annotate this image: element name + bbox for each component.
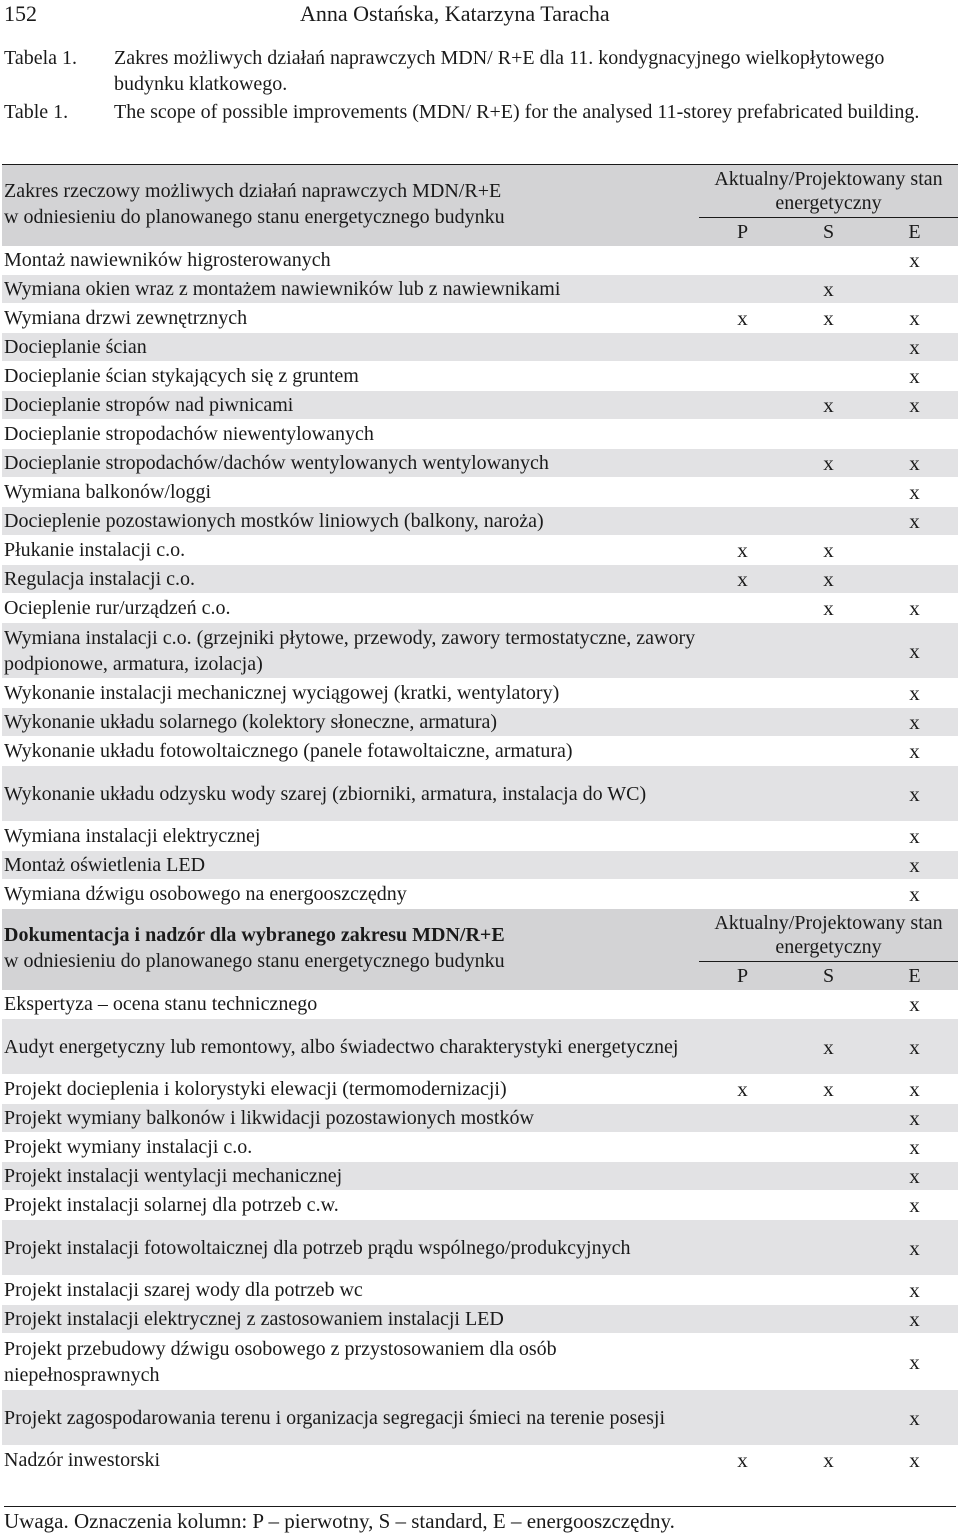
row-mark-s xyxy=(786,679,871,708)
row-mark-e xyxy=(871,420,958,449)
table-row xyxy=(2,1104,958,1133)
row-mark-s xyxy=(786,246,871,275)
row-mark-s: x xyxy=(786,536,871,565)
row-mark-s: x xyxy=(786,391,871,420)
row-mark-e: x xyxy=(871,1162,958,1191)
row-mark-s: x xyxy=(786,1075,871,1104)
section1-state-header: Aktualny/Projektowany stan energetyczny xyxy=(699,165,958,218)
row-mark-p xyxy=(699,708,786,737)
row-label: Projekt instalacji wentylacji mechanicznej xyxy=(2,1162,699,1191)
table-row xyxy=(2,990,958,1019)
row-label: Projekt zagospodarowania terenu i organizacja segregacji śmieci na terenie posesji xyxy=(2,1390,699,1446)
row-mark-p xyxy=(699,623,786,679)
row-mark-p xyxy=(699,362,786,391)
section2-header-group xyxy=(2,909,958,991)
row-mark-p xyxy=(699,391,786,420)
row-mark-s: x xyxy=(786,1019,871,1075)
row-mark-s: x xyxy=(786,449,871,478)
row-mark-s xyxy=(786,737,871,766)
section1-col-s: S xyxy=(786,218,871,247)
row-label: Docieplanie stropodachów niewentylowanych xyxy=(2,420,699,449)
row-mark-e: x xyxy=(871,1276,958,1305)
row-mark-p xyxy=(699,1133,786,1162)
row-mark-p xyxy=(699,333,786,362)
row-mark-p xyxy=(699,1220,786,1276)
row-mark-e: x xyxy=(871,880,958,909)
row-mark-s: x xyxy=(786,304,871,333)
row-label: Montaż oświetlenia LED xyxy=(2,851,699,880)
table-row xyxy=(2,679,958,708)
row-mark-e: x xyxy=(871,449,958,478)
table-row xyxy=(2,594,958,623)
caption-english-label: Table 1. xyxy=(4,101,69,123)
row-mark-e: x xyxy=(871,1220,958,1276)
row-mark-s: x xyxy=(786,275,871,304)
row-mark-e: x xyxy=(871,1334,958,1390)
row-label: Płukanie instalacji c.o. xyxy=(2,536,699,565)
row-mark-s xyxy=(786,333,871,362)
row-mark-e: x xyxy=(871,851,958,880)
section2-col-p: P xyxy=(699,962,786,991)
row-mark-p xyxy=(699,1104,786,1133)
row-label: Docieplenie pozostawionych mostków liniowych (balkony, naroża) xyxy=(2,507,699,536)
table-note: Uwaga. Oznaczenia kolumn: P – pierwotny, S – standard, E – energooszczędny. xyxy=(4,1506,956,1535)
row-mark-e: x xyxy=(871,1305,958,1334)
row-label: Docieplanie stropów nad piwnicami xyxy=(2,391,699,420)
row-mark-e: x xyxy=(871,623,958,679)
improvements-table xyxy=(2,164,958,1475)
row-mark-s xyxy=(786,1133,871,1162)
table-row xyxy=(2,1390,958,1446)
table-row xyxy=(2,822,958,851)
row-label: Projekt instalacji elektrycznej z zastosowaniem instalacji LED xyxy=(2,1305,699,1334)
table-row xyxy=(2,333,958,362)
row-label: Wykonanie instalacji mechanicznej wyciągowej (kratki, wentylatory) xyxy=(2,679,699,708)
row-mark-p xyxy=(699,1334,786,1390)
row-mark-s xyxy=(786,1191,871,1220)
row-mark-p xyxy=(699,507,786,536)
row-mark-e: x xyxy=(871,1446,958,1475)
row-mark-p xyxy=(699,737,786,766)
section1-header xyxy=(2,165,958,218)
row-mark-s xyxy=(786,1390,871,1446)
section2-title-line1: Dokumentacja i nadzór dla wybranego zakresu MDN/R+E xyxy=(4,923,505,946)
table-row xyxy=(2,420,958,449)
row-mark-e xyxy=(871,536,958,565)
row-mark-p xyxy=(699,1019,786,1075)
table-row xyxy=(2,449,958,478)
table-row xyxy=(2,623,958,679)
row-label: Wykonanie układu odzysku wody szarej (zbiorniki, armatura, instalacja do WC) xyxy=(2,766,699,822)
row-mark-e: x xyxy=(871,1390,958,1446)
row-label: Audyt energetyczny lub remontowy, albo świadectwo charakterystyki energetycznej xyxy=(2,1019,699,1075)
row-mark-s xyxy=(786,1334,871,1390)
authors: Anna Ostańska, Katarzyna Taracha xyxy=(300,1,610,26)
row-mark-p xyxy=(699,1305,786,1334)
section1-col-e: E xyxy=(871,218,958,247)
row-mark-p: x xyxy=(699,1446,786,1475)
table-row xyxy=(2,536,958,565)
caption-polish-label: Tabela 1. xyxy=(4,47,78,69)
section1-title-line2: w odniesieniu do planowanego stanu energetycznego budynku xyxy=(4,205,505,228)
table-row xyxy=(2,1446,958,1475)
row-mark-e: x xyxy=(871,594,958,623)
row-mark-p xyxy=(699,246,786,275)
row-label: Projekt instalacji szarej wody dla potrzeb wc xyxy=(2,1276,699,1305)
table-row xyxy=(2,880,958,909)
row-mark-s: x xyxy=(786,594,871,623)
row-label: Wymiana balkonów/loggi xyxy=(2,478,699,507)
row-mark-p xyxy=(699,420,786,449)
table-row xyxy=(2,1019,958,1075)
row-mark-e: x xyxy=(871,1191,958,1220)
row-mark-e: x xyxy=(871,1133,958,1162)
caption-english-text: The scope of possible improvements (MDN/ R+E) for the analysed 11-storey prefabricated building. xyxy=(114,101,920,123)
row-label: Wykonanie układu solarnego (kolektory słoneczne, armatura) xyxy=(2,708,699,737)
section1-rows xyxy=(2,246,958,909)
row-mark-e: x xyxy=(871,822,958,851)
row-label: Docieplanie ścian stykających się z gruntem xyxy=(2,362,699,391)
row-label: Nadzór inwestorski xyxy=(2,1446,699,1475)
row-mark-e: x xyxy=(871,1075,958,1104)
table-row xyxy=(2,246,958,275)
row-mark-s xyxy=(786,1276,871,1305)
running-head xyxy=(0,0,960,30)
table-row xyxy=(2,507,958,536)
row-label: Wymiana okien wraz z montażem nawiewników lub z nawiewnikami xyxy=(2,275,699,304)
row-label: Wymiana dźwigu osobowego na energooszczędny xyxy=(2,880,699,909)
row-label: Projekt instalacji solarnej dla potrzeb c.w. xyxy=(2,1191,699,1220)
caption-polish-text: Zakres możliwych działań naprawczych MDN/ R+E dla 11. kondygnacyjnego wielkopłytowego budynku klatkowego. xyxy=(114,47,885,95)
table-row xyxy=(2,1133,958,1162)
table-row xyxy=(2,708,958,737)
row-mark-p: x xyxy=(699,565,786,594)
row-label: Projekt instalacji fotowoltaicznej dla potrzeb prądu wspólnego/produkcyjnych xyxy=(2,1220,699,1276)
row-mark-p xyxy=(699,275,786,304)
table-row xyxy=(2,565,958,594)
row-mark-s xyxy=(786,766,871,822)
section2-title xyxy=(2,909,699,991)
row-mark-p xyxy=(699,1191,786,1220)
row-label: Projekt przebudowy dźwigu osobowego z przystosowaniem dla osób niepełnosprawnych xyxy=(2,1334,699,1390)
row-mark-e: x xyxy=(871,679,958,708)
row-mark-e: x xyxy=(871,478,958,507)
table-body xyxy=(2,165,958,247)
row-mark-e: x xyxy=(871,990,958,1019)
row-mark-s xyxy=(786,1305,871,1334)
row-mark-s xyxy=(786,507,871,536)
section2-state-header: Aktualny/Projektowany stan energetyczny xyxy=(699,909,958,962)
table-row xyxy=(2,1334,958,1390)
row-mark-p xyxy=(699,1276,786,1305)
section2-col-s: S xyxy=(786,962,871,991)
row-mark-p xyxy=(699,822,786,851)
row-label: Regulacja instalacji c.o. xyxy=(2,565,699,594)
row-mark-e: x xyxy=(871,1019,958,1075)
row-mark-s xyxy=(786,1162,871,1191)
row-mark-s xyxy=(786,420,871,449)
row-label: Ocieplenie rur/urządzeń c.o. xyxy=(2,594,699,623)
row-label: Wymiana instalacji c.o. (grzejniki płytowe, przewody, zawory termostatyczne, zawory podpionowe, armatura, izolacja) xyxy=(2,623,699,679)
table-row xyxy=(2,362,958,391)
row-label: Ekspertyza – ocena stanu technicznego xyxy=(2,990,699,1019)
row-mark-p xyxy=(699,1162,786,1191)
caption-polish xyxy=(4,45,956,97)
page-number: 152 xyxy=(4,1,37,26)
caption-english xyxy=(4,99,956,151)
table-row xyxy=(2,275,958,304)
section2-title-line2: w odniesieniu do planowanego stanu energetycznego budynku xyxy=(4,949,505,972)
row-label: Projekt wymiany instalacji c.o. xyxy=(2,1133,699,1162)
row-mark-p: x xyxy=(699,1075,786,1104)
row-label: Wymiana instalacji elektrycznej xyxy=(2,822,699,851)
row-mark-p: x xyxy=(699,536,786,565)
row-mark-s xyxy=(786,851,871,880)
row-label: Docieplanie stropodachów/dachów wentylowanych wentylowanych xyxy=(2,449,699,478)
section1-title-line1: Zakres rzeczowy możliwych działań naprawczych MDN/R+E xyxy=(4,179,502,202)
table-row xyxy=(2,737,958,766)
row-mark-e: x xyxy=(871,333,958,362)
row-mark-e: x xyxy=(871,362,958,391)
row-label: Docieplanie ścian xyxy=(2,333,699,362)
row-mark-s xyxy=(786,990,871,1019)
section2-header xyxy=(2,909,958,962)
row-mark-s: x xyxy=(786,565,871,594)
row-label: Wymiana drzwi zewnętrznych xyxy=(2,304,699,333)
row-mark-e xyxy=(871,275,958,304)
row-mark-p xyxy=(699,880,786,909)
row-label: Montaż nawiewników higrosterowanych xyxy=(2,246,699,275)
row-mark-p: x xyxy=(699,304,786,333)
row-mark-s xyxy=(786,1104,871,1133)
row-label: Wykonanie układu fotowoltaicznego (panele fotawoltaiczne, armatura) xyxy=(2,737,699,766)
section2-rows xyxy=(2,990,958,1475)
table-row xyxy=(2,391,958,420)
row-mark-s xyxy=(786,1220,871,1276)
row-mark-e: x xyxy=(871,391,958,420)
row-mark-s xyxy=(786,822,871,851)
row-mark-e: x xyxy=(871,766,958,822)
row-mark-p xyxy=(699,478,786,507)
section1-title xyxy=(2,165,699,247)
table-row xyxy=(2,1220,958,1276)
table-row xyxy=(2,851,958,880)
table-row xyxy=(2,1276,958,1305)
row-mark-e: x xyxy=(871,246,958,275)
row-mark-e: x xyxy=(871,1104,958,1133)
table-row xyxy=(2,1075,958,1104)
row-mark-s xyxy=(786,478,871,507)
row-mark-p xyxy=(699,679,786,708)
row-mark-e: x xyxy=(871,304,958,333)
row-mark-p xyxy=(699,594,786,623)
section2-col-e: E xyxy=(871,962,958,991)
row-mark-e: x xyxy=(871,507,958,536)
table-row xyxy=(2,1191,958,1220)
row-mark-s xyxy=(786,623,871,679)
table-row xyxy=(2,1305,958,1334)
row-mark-s xyxy=(786,362,871,391)
table-row xyxy=(2,766,958,822)
row-mark-e: x xyxy=(871,708,958,737)
row-mark-s xyxy=(786,880,871,909)
row-mark-p xyxy=(699,990,786,1019)
row-mark-s xyxy=(786,708,871,737)
table-row xyxy=(2,478,958,507)
row-mark-s: x xyxy=(786,1446,871,1475)
row-mark-p xyxy=(699,449,786,478)
row-label: Projekt wymiany balkonów i likwidacji pozostawionych mostków xyxy=(2,1104,699,1133)
table-row xyxy=(2,1162,958,1191)
row-mark-p xyxy=(699,851,786,880)
row-mark-e: x xyxy=(871,737,958,766)
row-label: Projekt docieplenia i kolorystyki elewacji (termomodernizacji) xyxy=(2,1075,699,1104)
row-mark-p xyxy=(699,1390,786,1446)
table-row xyxy=(2,304,958,333)
section1-col-p: P xyxy=(699,218,786,247)
row-mark-e xyxy=(871,565,958,594)
row-mark-p xyxy=(699,766,786,822)
